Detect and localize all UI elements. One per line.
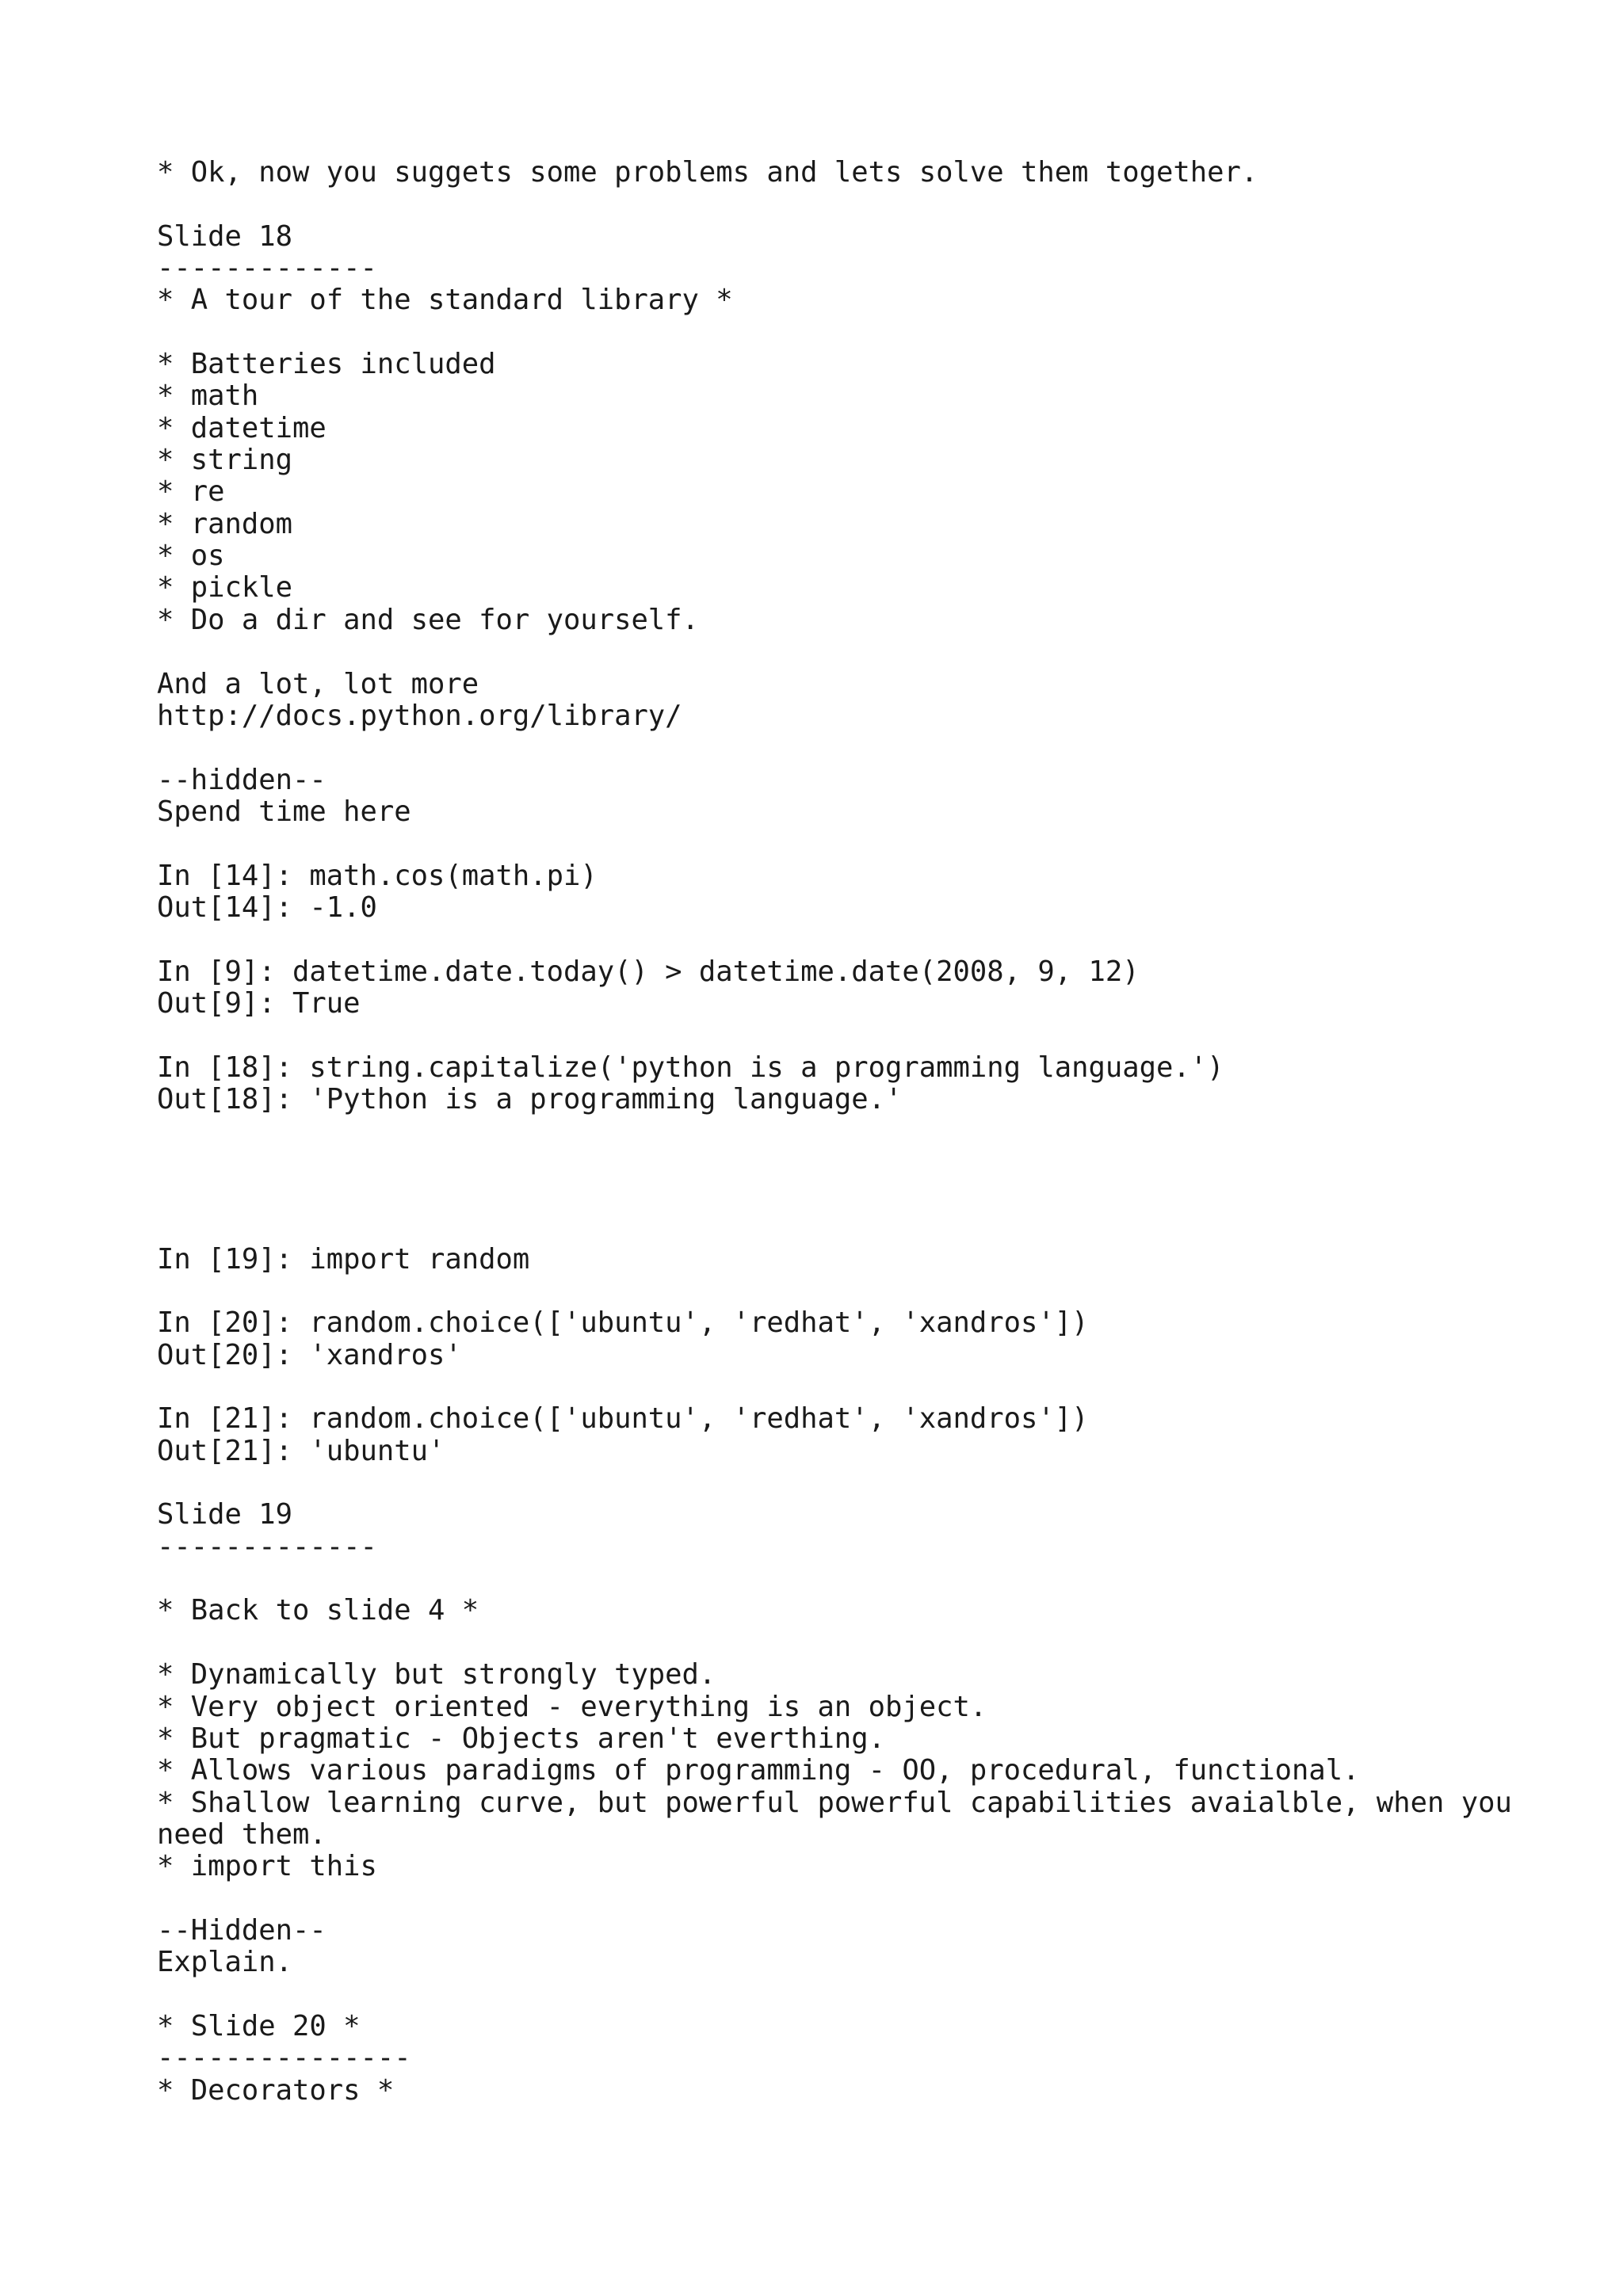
text-line-11: * re <box>157 475 225 509</box>
text-line-38: Out[20]: 'xandros' <box>157 1338 462 1371</box>
text-line-56: --Hidden-- <box>157 1913 327 1947</box>
text-line-55 <box>157 1883 1599 1915</box>
text-line-44: ------------- <box>157 1530 377 1563</box>
text-line-34 <box>157 1211 1599 1243</box>
text-line-39 <box>157 1371 1599 1403</box>
text-line-9: * datetime <box>157 411 327 444</box>
text-line-52: * Shallow learning curve, but powerful powerful capabilities avaialble, when you <box>157 1786 1512 1819</box>
text-line-7: * Batteries included <box>157 348 496 381</box>
text-line-43: Slide 19 <box>157 1498 292 1531</box>
text-line-27: Out[9]: True <box>157 986 361 1020</box>
text-line-42 <box>157 1467 1599 1499</box>
text-line-35: In [19]: import random <box>157 1242 530 1276</box>
text-line-18: http://docs.python.org/library/ <box>157 699 682 732</box>
text-line-40: In [21]: random.choice(['ubuntu', 'redhat', 'xandros']) <box>157 1402 1089 1436</box>
text-line-4: ------------- <box>157 252 377 285</box>
text-line-37: In [20]: random.choice(['ubuntu', 'redhat', 'xandros']) <box>157 1306 1089 1340</box>
text-line-32 <box>157 1148 1599 1180</box>
text-line-1: * Ok, now you suggets some problems and lets solve them together. <box>157 156 1258 189</box>
text-line-51: * Allows various paradigms of programming - OO, procedural, functional. <box>157 1754 1360 1787</box>
text-line-53: need them. <box>157 1817 327 1851</box>
text-line-8: * math <box>157 379 259 413</box>
text-line-54: * import this <box>157 1850 377 1883</box>
text-line-28 <box>157 1020 1599 1051</box>
text-line-58 <box>157 1979 1599 2011</box>
text-line-41: Out[21]: 'ubuntu' <box>157 1434 445 1467</box>
text-line-20: --hidden-- <box>157 763 327 796</box>
text-line-23: In [14]: math.cos(math.pi) <box>157 859 598 892</box>
text-line-19 <box>157 732 1599 764</box>
text-line-60: --------------- <box>157 2042 411 2075</box>
text-line-2 <box>157 189 1599 220</box>
text-line-15: * Do a dir and see for yourself. <box>157 603 699 636</box>
text-line-22 <box>157 828 1599 860</box>
text-line-5: * A tour of the standard library * <box>157 284 733 317</box>
document-text-body <box>157 157 1599 2107</box>
text-line-57: Explain. <box>157 1946 292 1979</box>
text-line-13: * os <box>157 540 225 573</box>
text-line-45 <box>157 1563 1599 1595</box>
text-line-24: Out[14]: -1.0 <box>157 891 377 924</box>
text-line-6 <box>157 317 1599 349</box>
text-line-47 <box>157 1627 1599 1659</box>
text-line-36 <box>157 1276 1599 1307</box>
text-line-12: * random <box>157 507 292 540</box>
text-line-29: In [18]: string.capitalize('python is a programming language.') <box>157 1051 1224 1084</box>
text-line-21: Spend time here <box>157 795 411 828</box>
text-line-31 <box>157 1116 1599 1147</box>
text-line-50: * But pragmatic - Objects aren't everthing. <box>157 1722 886 1755</box>
text-line-3: Slide 18 <box>157 219 292 253</box>
text-line-33 <box>157 1180 1599 1211</box>
text-line-25 <box>157 924 1599 955</box>
text-line-16 <box>157 636 1599 668</box>
text-line-10: * string <box>157 444 292 477</box>
text-line-49: * Very object oriented - everything is an object. <box>157 1690 987 1723</box>
text-line-30: Out[18]: 'Python is a programming language.' <box>157 1082 903 1116</box>
text-line-14: * pickle <box>157 571 292 605</box>
text-line-46: * Back to slide 4 * <box>157 1594 479 1627</box>
text-line-61: * Decorators * <box>157 2073 395 2107</box>
text-line-48: * Dynamically but strongly typed. <box>157 1658 716 1691</box>
text-line-17: And a lot, lot more <box>157 667 479 700</box>
text-line-26: In [9]: datetime.date.today() > datetime.date(2008, 9, 12) <box>157 955 1140 988</box>
text-line-59: * Slide 20 * <box>157 2009 361 2042</box>
